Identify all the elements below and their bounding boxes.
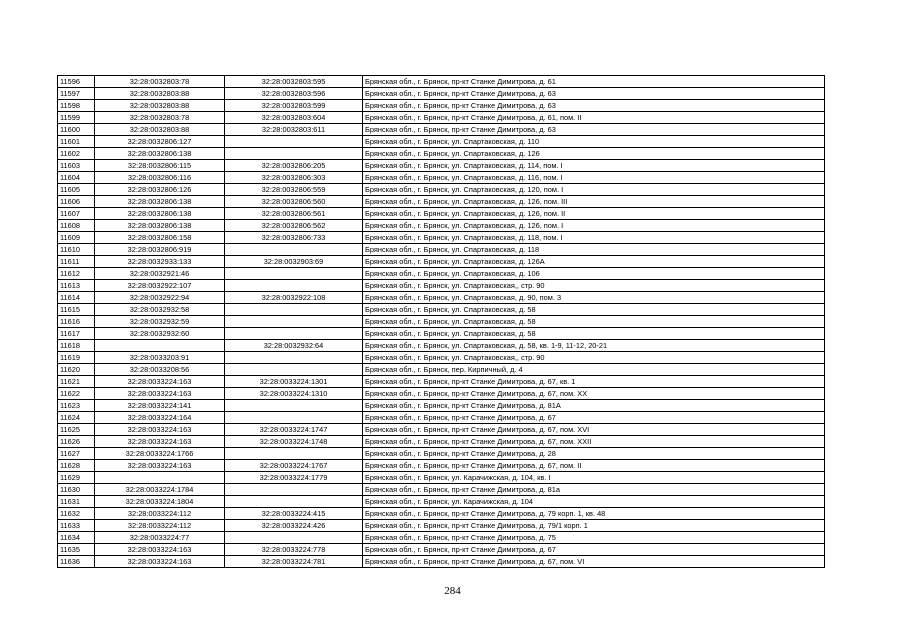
parent-cadastral-number-cell: 32:28:0033224:163 [95, 388, 225, 400]
address-cell: Брянская обл., г. Брянск, пр-кт Станке Димитрова, д. 79/1 корп. 1 [363, 520, 825, 532]
cadastral-number-cell: 32:28:0032803:599 [225, 100, 363, 112]
cadastral-number-cell [225, 316, 363, 328]
cadastral-number-cell: 32:28:0033224:778 [225, 544, 363, 556]
address-cell: Брянская обл., г. Брянск, пр-кт Станке Димитрова, д. 81А [363, 400, 825, 412]
cadastral-number-cell: 32:28:0033224:1310 [225, 388, 363, 400]
address-cell: Брянская обл., г. Брянск, ул. Спартаковская, д. 114, пом. I [363, 160, 825, 172]
table-row [58, 304, 825, 316]
row-number-cell: 11619 [58, 352, 95, 364]
table-row [58, 328, 825, 340]
cadastral-number-cell: 32:28:0032922:108 [225, 292, 363, 304]
address-cell: Брянская обл., г. Брянск, ул. Спартаковская, д. 126 [363, 148, 825, 160]
parent-cadastral-number-cell: 32:28:0032932:59 [95, 316, 225, 328]
address-cell: Брянская обл., г. Брянск, пр-кт Станке Димитрова, д. 67, пом. VI [363, 556, 825, 568]
cadastral-number-cell: 32:28:0032806:562 [225, 220, 363, 232]
row-number-cell: 11601 [58, 136, 95, 148]
table-row [58, 364, 825, 376]
address-cell: Брянская обл., г. Брянск, ул. Спартаковская, д. 126, пом. III [363, 196, 825, 208]
row-number-cell: 11636 [58, 556, 95, 568]
cadastral-number-cell [225, 400, 363, 412]
table-row [58, 460, 825, 472]
parent-cadastral-number-cell: 32:28:0033224:163 [95, 544, 225, 556]
address-cell: Брянская обл., г. Брянск, пр-кт Станке Димитрова, д. 75 [363, 532, 825, 544]
address-cell: Брянская обл., г. Брянск, ул. Спартаковская, д. 90, пом. 3 [363, 292, 825, 304]
cadastral-number-cell: 32:28:0032806:561 [225, 208, 363, 220]
parent-cadastral-number-cell: 32:28:0032806:127 [95, 136, 225, 148]
address-cell: Брянская обл., г. Брянск, пр-кт Станке Димитрова, д. 67, пом. XXII [363, 436, 825, 448]
table-row [58, 88, 825, 100]
cadastral-number-cell: 32:28:0032806:205 [225, 160, 363, 172]
cadastral-number-cell [225, 412, 363, 424]
address-cell: Брянская обл., г. Брянск, пр-кт Станке Димитрова, д. 63 [363, 100, 825, 112]
address-cell: Брянская обл., г. Брянск, пр-кт Станке Димитрова, д. 67, пом. XVI [363, 424, 825, 436]
address-cell: Брянская обл., г. Брянск, ул. Спартаковская,, стр. 90 [363, 352, 825, 364]
row-number-cell: 11625 [58, 424, 95, 436]
address-cell: Брянская обл., г. Брянск, пр-кт Станке Димитрова, д. 67 [363, 412, 825, 424]
table-row [58, 316, 825, 328]
cadastral-number-cell: 32:28:0033224:1779 [225, 472, 363, 484]
row-number-cell: 11618 [58, 340, 95, 352]
cadastral-number-cell [225, 280, 363, 292]
address-cell: Брянская обл., г. Брянск, ул. Спартаковская, д. 126А [363, 256, 825, 268]
registry-table [57, 75, 825, 568]
cadastral-number-cell [225, 304, 363, 316]
table-row [58, 472, 825, 484]
row-number-cell: 11624 [58, 412, 95, 424]
parent-cadastral-number-cell: 32:28:0033224:112 [95, 508, 225, 520]
cadastral-number-cell [225, 148, 363, 160]
parent-cadastral-number-cell: 32:28:0032921:46 [95, 268, 225, 280]
parent-cadastral-number-cell: 32:28:0033224:163 [95, 376, 225, 388]
address-cell: Брянская обл., г. Брянск, пр-кт Станке Димитрова, д. 67, пом. XX [363, 388, 825, 400]
table-row [58, 232, 825, 244]
cadastral-number-cell [225, 448, 363, 460]
address-cell: Брянская обл., г. Брянск, пр-кт Станке Димитрова, д. 67, пом. II [363, 460, 825, 472]
row-number-cell: 11615 [58, 304, 95, 316]
cadastral-number-cell: 32:28:0032803:604 [225, 112, 363, 124]
cadastral-number-cell: 32:28:0033224:415 [225, 508, 363, 520]
table-row [58, 400, 825, 412]
parent-cadastral-number-cell: 32:28:0032806:919 [95, 244, 225, 256]
row-number-cell: 11617 [58, 328, 95, 340]
cadastral-number-cell: 32:28:0033224:426 [225, 520, 363, 532]
row-number-cell: 11614 [58, 292, 95, 304]
row-number-cell: 11627 [58, 448, 95, 460]
table-row [58, 376, 825, 388]
row-number-cell: 11604 [58, 172, 95, 184]
address-cell: Брянская обл., г. Брянск, ул. Спартаковская, д. 116, пом. I [363, 172, 825, 184]
table-row [58, 292, 825, 304]
parent-cadastral-number-cell: 32:28:0033224:77 [95, 532, 225, 544]
parent-cadastral-number-cell: 32:28:0032806:138 [95, 148, 225, 160]
parent-cadastral-number-cell: 32:28:0033224:164 [95, 412, 225, 424]
address-cell: Брянская обл., г. Брянск, ул. Спартаковская,, стр. 90 [363, 280, 825, 292]
table-row [58, 508, 825, 520]
row-number-cell: 11623 [58, 400, 95, 412]
cadastral-number-cell: 32:28:0032803:611 [225, 124, 363, 136]
parent-cadastral-number-cell [95, 472, 225, 484]
cadastral-number-cell [225, 364, 363, 376]
table-row [58, 412, 825, 424]
row-number-cell: 11608 [58, 220, 95, 232]
parent-cadastral-number-cell: 32:28:0033224:163 [95, 460, 225, 472]
parent-cadastral-number-cell: 32:28:0032932:58 [95, 304, 225, 316]
table-row [58, 532, 825, 544]
table-row [58, 484, 825, 496]
cadastral-number-cell: 32:28:0033224:1767 [225, 460, 363, 472]
address-cell: Брянская обл., г. Брянск, ул. Спартаковская, д. 58 [363, 328, 825, 340]
address-cell: Брянская обл., г. Брянск, пр-кт Станке Димитрова, д. 63 [363, 124, 825, 136]
cadastral-number-cell: 32:28:0032806:560 [225, 196, 363, 208]
parent-cadastral-number-cell: 32:28:0032806:138 [95, 208, 225, 220]
address-cell: Брянская обл., г. Брянск, пер. Кирпичный, д. 4 [363, 364, 825, 376]
row-number-cell: 11607 [58, 208, 95, 220]
address-cell: Брянская обл., г. Брянск, ул. Спартаковская, д. 110 [363, 136, 825, 148]
parent-cadastral-number-cell: 32:28:0032806:138 [95, 220, 225, 232]
address-cell: Брянская обл., г. Брянск, ул. Карачижская, д. 104, кв. I [363, 472, 825, 484]
table-row [58, 340, 825, 352]
address-cell: Брянская обл., г. Брянск, ул. Спартаковская, д. 58 [363, 316, 825, 328]
table-row [58, 244, 825, 256]
address-cell: Брянская обл., г. Брянск, ул. Спартаковская, д. 118, пом. I [363, 232, 825, 244]
row-number-cell: 11610 [58, 244, 95, 256]
row-number-cell: 11633 [58, 520, 95, 532]
address-cell: Брянская обл., г. Брянск, пр-кт Станке Димитрова, д. 28 [363, 448, 825, 460]
parent-cadastral-number-cell [95, 340, 225, 352]
row-number-cell: 11597 [58, 88, 95, 100]
parent-cadastral-number-cell: 32:28:0032922:94 [95, 292, 225, 304]
row-number-cell: 11634 [58, 532, 95, 544]
address-cell: Брянская обл., г. Брянск, ул. Спартаковская, д. 118 [363, 244, 825, 256]
table-row [58, 424, 825, 436]
parent-cadastral-number-cell: 32:28:0033224:163 [95, 436, 225, 448]
address-cell: Брянская обл., г. Брянск, пр-кт Станке Димитрова, д. 63 [363, 88, 825, 100]
table-row [58, 148, 825, 160]
parent-cadastral-number-cell: 32:28:0033224:141 [95, 400, 225, 412]
parent-cadastral-number-cell: 32:28:0033224:163 [95, 424, 225, 436]
table-row [58, 184, 825, 196]
cadastral-number-cell [225, 268, 363, 280]
table-row [58, 520, 825, 532]
cadastral-number-cell [225, 352, 363, 364]
parent-cadastral-number-cell: 32:28:0032803:78 [95, 112, 225, 124]
address-cell: Брянская обл., г. Брянск, ул. Спартаковская, д. 58 [363, 304, 825, 316]
row-number-cell: 11616 [58, 316, 95, 328]
row-number-cell: 11629 [58, 472, 95, 484]
parent-cadastral-number-cell: 32:28:0033224:163 [95, 556, 225, 568]
row-number-cell: 11600 [58, 124, 95, 136]
registry-table-body [58, 76, 825, 568]
parent-cadastral-number-cell: 32:28:0032806:158 [95, 232, 225, 244]
row-number-cell: 11632 [58, 508, 95, 520]
row-number-cell: 11598 [58, 100, 95, 112]
parent-cadastral-number-cell: 32:28:0033208:56 [95, 364, 225, 376]
table-row [58, 172, 825, 184]
table-row [58, 268, 825, 280]
parent-cadastral-number-cell: 32:28:0032806:126 [95, 184, 225, 196]
table-row [58, 544, 825, 556]
address-cell: Брянская обл., г. Брянск, ул. Спартаковская, д. 126, пом. II [363, 208, 825, 220]
row-number-cell: 11612 [58, 268, 95, 280]
cadastral-number-cell: 32:28:0032903:69 [225, 256, 363, 268]
table-row [58, 352, 825, 364]
cadastral-number-cell: 32:28:0032932:64 [225, 340, 363, 352]
parent-cadastral-number-cell: 32:28:0032932:60 [95, 328, 225, 340]
parent-cadastral-number-cell: 32:28:0032806:115 [95, 160, 225, 172]
table-row [58, 136, 825, 148]
parent-cadastral-number-cell: 32:28:0032803:88 [95, 124, 225, 136]
table-row [58, 196, 825, 208]
row-number-cell: 11602 [58, 148, 95, 160]
cadastral-number-cell: 32:28:0032806:559 [225, 184, 363, 196]
row-number-cell: 11603 [58, 160, 95, 172]
address-cell: Брянская обл., г. Брянск, ул. Спартаковская, д. 106 [363, 268, 825, 280]
parent-cadastral-number-cell: 32:28:0033224:1784 [95, 484, 225, 496]
row-number-cell: 11622 [58, 388, 95, 400]
cadastral-number-cell: 32:28:0032803:596 [225, 88, 363, 100]
parent-cadastral-number-cell: 32:28:0033224:1766 [95, 448, 225, 460]
parent-cadastral-number-cell: 32:28:0033203:91 [95, 352, 225, 364]
table-row [58, 160, 825, 172]
table-row [58, 388, 825, 400]
parent-cadastral-number-cell: 32:28:0032933:133 [95, 256, 225, 268]
table-row [58, 280, 825, 292]
parent-cadastral-number-cell: 32:28:0032803:88 [95, 88, 225, 100]
address-cell: Брянская обл., г. Брянск, пр-кт Станке Димитрова, д. 79 корп. 1, кв. 48 [363, 508, 825, 520]
cadastral-number-cell [225, 244, 363, 256]
cadastral-number-cell [225, 328, 363, 340]
address-cell: Брянская обл., г. Брянск, ул. Спартаковская, д. 126, пом. I [363, 220, 825, 232]
row-number-cell: 11628 [58, 460, 95, 472]
cadastral-number-cell: 32:28:0033224:1301 [225, 376, 363, 388]
address-cell: Брянская обл., г. Брянск, ул. Спартаковская, д. 58, кв. 1-9, 11-12, 20-21 [363, 340, 825, 352]
parent-cadastral-number-cell: 32:28:0032803:88 [95, 100, 225, 112]
table-row [58, 448, 825, 460]
table-row [58, 220, 825, 232]
row-number-cell: 11631 [58, 496, 95, 508]
address-cell: Брянская обл., г. Брянск, ул. Спартаковская, д. 120, пом. I [363, 184, 825, 196]
table-row [58, 76, 825, 88]
row-number-cell: 11596 [58, 76, 95, 88]
address-cell: Брянская обл., г. Брянск, пр-кт Станке Димитрова, д. 67 [363, 544, 825, 556]
table-row [58, 112, 825, 124]
table-row [58, 496, 825, 508]
table-row [58, 556, 825, 568]
cadastral-number-cell: 32:28:0033224:781 [225, 556, 363, 568]
row-number-cell: 11599 [58, 112, 95, 124]
parent-cadastral-number-cell: 32:28:0032922:107 [95, 280, 225, 292]
cadastral-number-cell [225, 532, 363, 544]
cadastral-number-cell [225, 496, 363, 508]
table-row [58, 208, 825, 220]
cadastral-number-cell: 32:28:0032806:733 [225, 232, 363, 244]
address-cell: Брянская обл., г. Брянск, пр-кт Станке Димитрова, д. 67, кв. 1 [363, 376, 825, 388]
row-number-cell: 11621 [58, 376, 95, 388]
address-cell: Брянская обл., г. Брянск, пр-кт Станке Димитрова, д. 61, пом. II [363, 112, 825, 124]
parent-cadastral-number-cell: 32:28:0032806:138 [95, 196, 225, 208]
address-cell: Брянская обл., г. Брянск, пр-кт Станке Димитрова, д. 61 [363, 76, 825, 88]
table-row [58, 436, 825, 448]
cadastral-number-cell: 32:28:0033224:1748 [225, 436, 363, 448]
parent-cadastral-number-cell: 32:28:0033224:112 [95, 520, 225, 532]
page-number: 284 [444, 585, 461, 597]
row-number-cell: 11611 [58, 256, 95, 268]
table-row [58, 100, 825, 112]
cadastral-number-cell: 32:28:0032806:303 [225, 172, 363, 184]
row-number-cell: 11613 [58, 280, 95, 292]
address-cell: Брянская обл., г. Брянск, ул. Карачижская, д. 104 [363, 496, 825, 508]
row-number-cell: 11626 [58, 436, 95, 448]
row-number-cell: 11605 [58, 184, 95, 196]
row-number-cell: 11620 [58, 364, 95, 376]
row-number-cell: 11609 [58, 232, 95, 244]
parent-cadastral-number-cell: 32:28:0033224:1804 [95, 496, 225, 508]
cadastral-number-cell [225, 136, 363, 148]
table-row [58, 256, 825, 268]
cadastral-number-cell: 32:28:0033224:1747 [225, 424, 363, 436]
row-number-cell: 11630 [58, 484, 95, 496]
cadastral-number-cell: 32:28:0032803:595 [225, 76, 363, 88]
parent-cadastral-number-cell: 32:28:0032803:78 [95, 76, 225, 88]
table-row [58, 124, 825, 136]
row-number-cell: 11606 [58, 196, 95, 208]
row-number-cell: 11635 [58, 544, 95, 556]
cadastral-number-cell [225, 484, 363, 496]
parent-cadastral-number-cell: 32:28:0032806:116 [95, 172, 225, 184]
address-cell: Брянская обл., г. Брянск, пр-кт Станке Димитрова, д. 81а [363, 484, 825, 496]
